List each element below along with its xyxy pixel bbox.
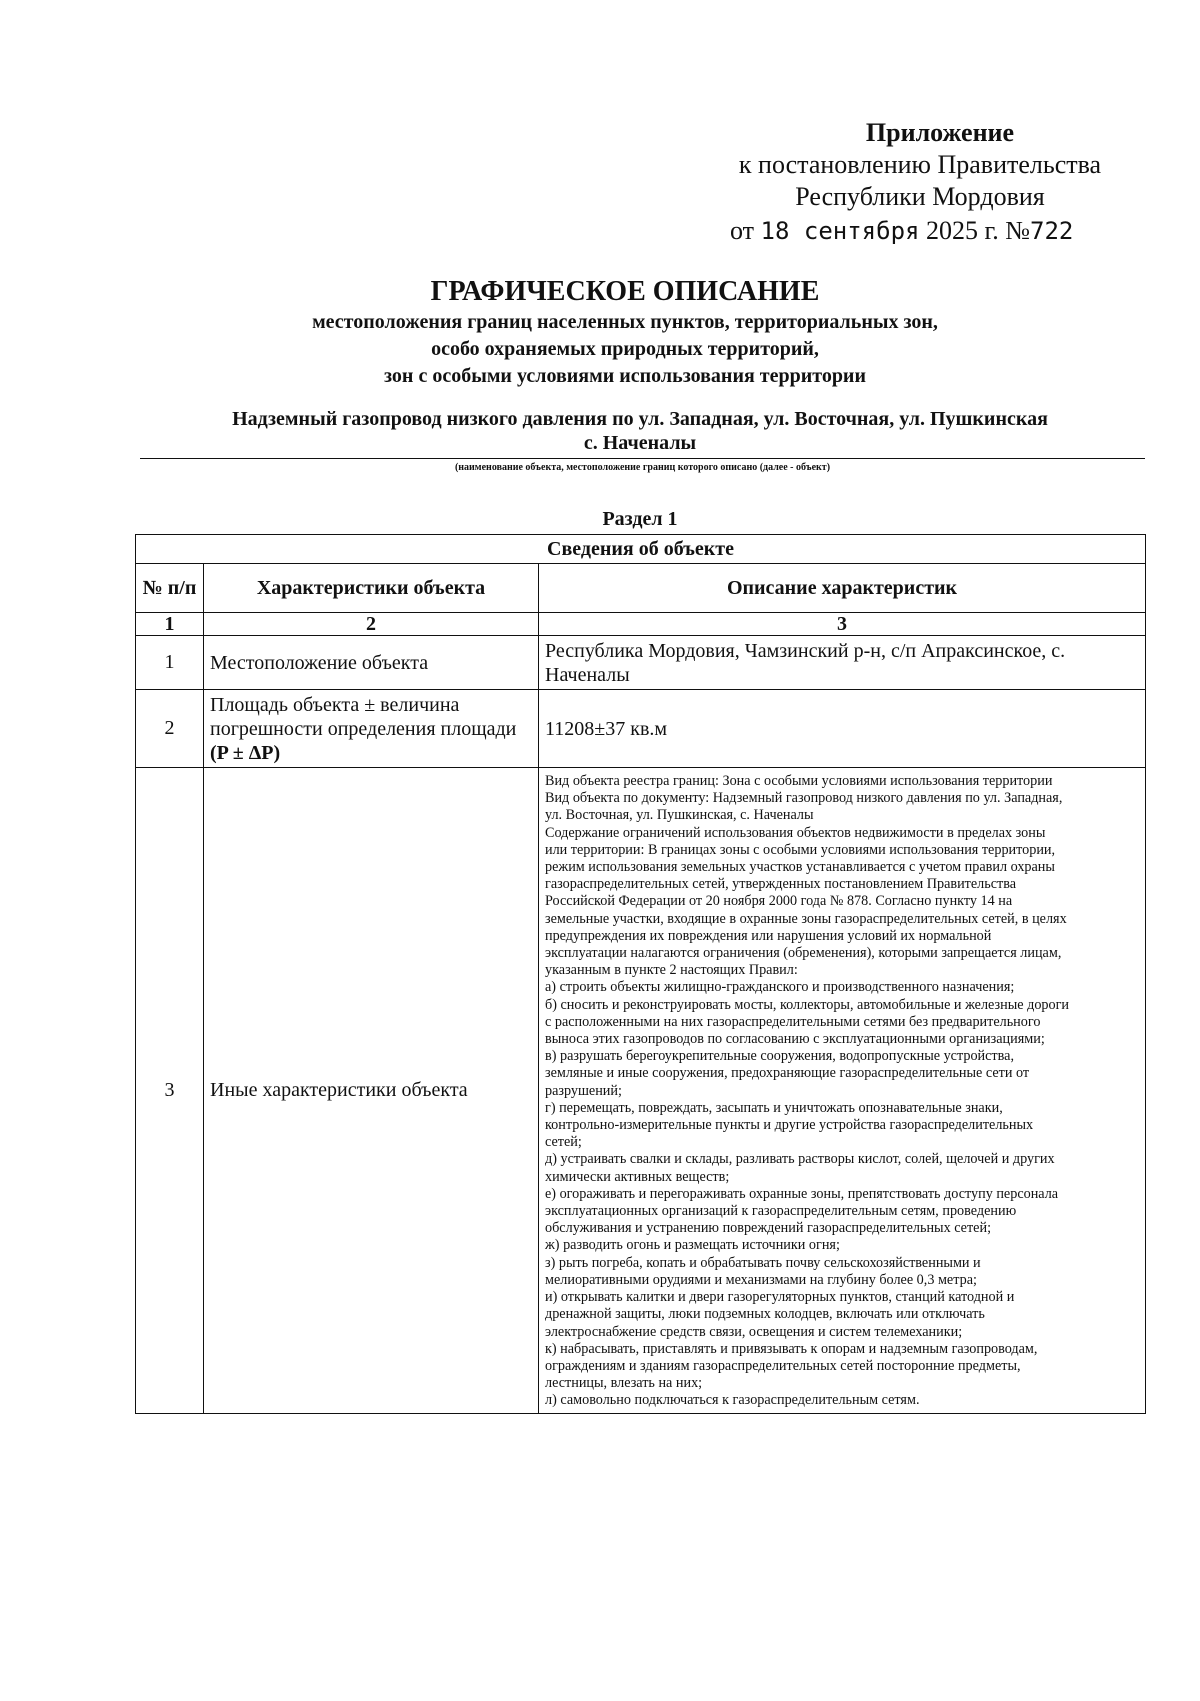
description-line: е) огораживать и перегораживать охранные зоны, препятствовать доступу персонала — [545, 1185, 1059, 1202]
description-line: химически активных веществ; — [545, 1168, 730, 1185]
description-line: земельные участки, входящие в охранные зоны газораспределительных сетей, в целях — [545, 910, 1067, 927]
description-line: Российской Федерации от 20 ноября 2000 года № 878. Согласно пункту 14 на — [545, 893, 1013, 910]
table-title-row — [136, 535, 1146, 564]
row-3-description — [539, 768, 1146, 1414]
column-header-number: № п/п — [136, 564, 204, 613]
description-line: Вид объекта реестра границ: Зона с особыми условиями использования территории — [545, 773, 1053, 789]
description-line: дренажной защиты, люки подземных колодцев, включать или отключать — [545, 1306, 985, 1323]
table-row — [136, 768, 1146, 1414]
description-line: л) самовольно подключаться к газораспределительным сетям. — [545, 1392, 920, 1409]
appendix-date-line — [700, 215, 1140, 247]
subtitle-line-2: особо охраняемых природных территорий, — [431, 338, 819, 360]
description-line: разрушений; — [545, 1082, 622, 1099]
object-name-line-1: Надземный газопровод низкого давления по ул. Западная, ул. Восточная, ул. Пушкинская — [232, 408, 1048, 430]
document-title-block — [0, 275, 1200, 390]
description-line: эксплуатации налагаются ограничения (обременения), которыми запрещается лицам, — [545, 945, 1062, 962]
row-2-description: 11208±37 кв.м — [539, 690, 1146, 768]
appendix-line-2: Республики Мордовия — [795, 182, 1045, 211]
document-title: ГРАФИЧЕСКОЕ ОПИСАНИЕ — [430, 276, 820, 307]
description-line: или территории: В границах зоны с особыми условиями использования территории, — [545, 841, 1056, 858]
table-row — [136, 690, 1146, 768]
object-name-line-2: с. Наченалы — [583, 432, 697, 454]
subtitle-line-1: местоположения границ населенных пунктов, территориальных зон, — [312, 311, 938, 333]
description-line: к) набрасывать, приставлять и привязывать к опорам и надземным газопроводам, — [545, 1340, 1038, 1357]
description-line: сетей; — [545, 1134, 582, 1151]
description-line: ж) разводить огонь и размещать источники огня; — [545, 1237, 840, 1254]
description-line: ограждениям и зданиям газораспределительных сетей посторонние предметы, — [545, 1357, 1021, 1374]
section-title: Раздел 1 — [602, 508, 678, 530]
appendix-title: Приложение — [865, 118, 1015, 147]
description-line: обслуживания и устранению повреждений газораспределительных сетей; — [545, 1220, 992, 1237]
description-line: ул. Восточная, ул. Пушкинская, с. Наченалы — [545, 807, 814, 824]
description-line: контрольно-измерительные пункты и другие устройства газораспределительных — [545, 1117, 1034, 1134]
column-number-3: 3 — [539, 613, 1146, 636]
date-year: 2025 г. № — [925, 216, 1031, 245]
object-info-table — [135, 534, 1146, 1414]
column-number-2: 2 — [204, 613, 539, 636]
subtitle-line-3: зон с особыми условиями использования территории — [384, 365, 866, 387]
row-1-characteristic: Местоположение объекта — [204, 636, 539, 690]
column-header-characteristic: Характеристики объекта — [204, 564, 539, 613]
appendix-line-1: к постановлению Правительства — [738, 150, 1102, 179]
description-line: газораспределительных сетей, утвержденных постановлением Правительства — [545, 876, 1017, 893]
row-3-number: 3 — [136, 768, 204, 1414]
description-line: а) строить объекты жилищно-гражданского и производственного назначения; — [545, 979, 1015, 996]
row-2-number: 2 — [136, 690, 204, 768]
description-line: з) рыть погреба, копать и обрабатывать почву сельскохозяйственными и — [545, 1254, 981, 1271]
description-line: б) сносить и реконструировать мосты, коллекторы, автомобильные и железные дороги — [545, 996, 1070, 1013]
object-underline — [140, 458, 1145, 459]
number-handwritten: 722 — [1030, 217, 1074, 245]
description-line: г) перемещать, повреждать, засыпать и уничтожать опознавательные знаки, — [545, 1099, 1003, 1116]
row-2-characteristic-text: Площадь объекта ± величина погрешности определения площади — [210, 693, 517, 740]
row-1-number: 1 — [136, 636, 204, 690]
description-line: указанным в пункте 2 настоящих Правил: — [545, 962, 798, 979]
description-line: д) устраивать свалки и склады, разливать растворы кислот, солей, щелочей и других — [545, 1151, 1055, 1168]
column-number-1: 1 — [136, 613, 204, 636]
row-2-characteristic — [204, 690, 539, 768]
row-3-characteristic: Иные характеристики объекта — [204, 768, 539, 1414]
description-line: эксплуатационных организаций к газораспределительным сетям, проведению — [545, 1203, 1017, 1220]
table-row — [136, 636, 1146, 690]
description-line: и) открывать калитки и двери газорегуляторных пунктов, станций катодной и — [545, 1289, 1015, 1306]
description-line: режим использования земельных участков устанавливается с учетом правил охраны — [545, 859, 1055, 876]
description-line: Содержание ограничений использования объектов недвижимости в пределах зоны — [545, 824, 1046, 841]
object-caption: (наименование объекта, местоположение границ которого описано (далее - объект) — [454, 462, 831, 473]
column-number-row — [136, 613, 1146, 636]
object-name — [140, 407, 1140, 455]
description-line: мелиоративными орудиями и механизмами на глубину более 0,3 метра; — [545, 1271, 977, 1288]
description-line: лестницы, влезать на них; — [545, 1375, 703, 1392]
description-line: в) разрушать берегоукрепительные сооружения, водопропускные устройства, — [545, 1048, 1014, 1065]
row-2-characteristic-formula: (P ± ΔP) — [210, 741, 281, 764]
description-line: выноса этих газопроводов по согласованию с эксплуатационными организациями; — [545, 1031, 1045, 1048]
column-header-description: Описание характеристик — [539, 564, 1146, 613]
description-line: предупреждения их повреждения или нарушения условий их нормальной — [545, 927, 992, 944]
date-prefix: от — [730, 216, 755, 245]
date-handwritten: 18 сентября — [760, 217, 920, 245]
description-line: Вид объекта по документу: Надземный газопровод низкого давления по ул. Западная, — [545, 790, 1063, 807]
table-header-row — [136, 564, 1146, 613]
table-title: Сведения об объекте — [136, 535, 1146, 564]
description-line: земляные и иные сооружения, предохраняющие газораспределительные сети от — [545, 1065, 1030, 1082]
description-line: электроснабжение средств связи, освещения и систем телемеханики; — [545, 1323, 963, 1340]
row-1-description: Республика Мордовия, Чамзинский р-н, с/п Апраксинское, с. Наченалы — [539, 636, 1146, 690]
description-line: с расположенными на них газораспределительными сетями без предварительного — [545, 1013, 1041, 1030]
appendix-block — [700, 117, 1140, 247]
